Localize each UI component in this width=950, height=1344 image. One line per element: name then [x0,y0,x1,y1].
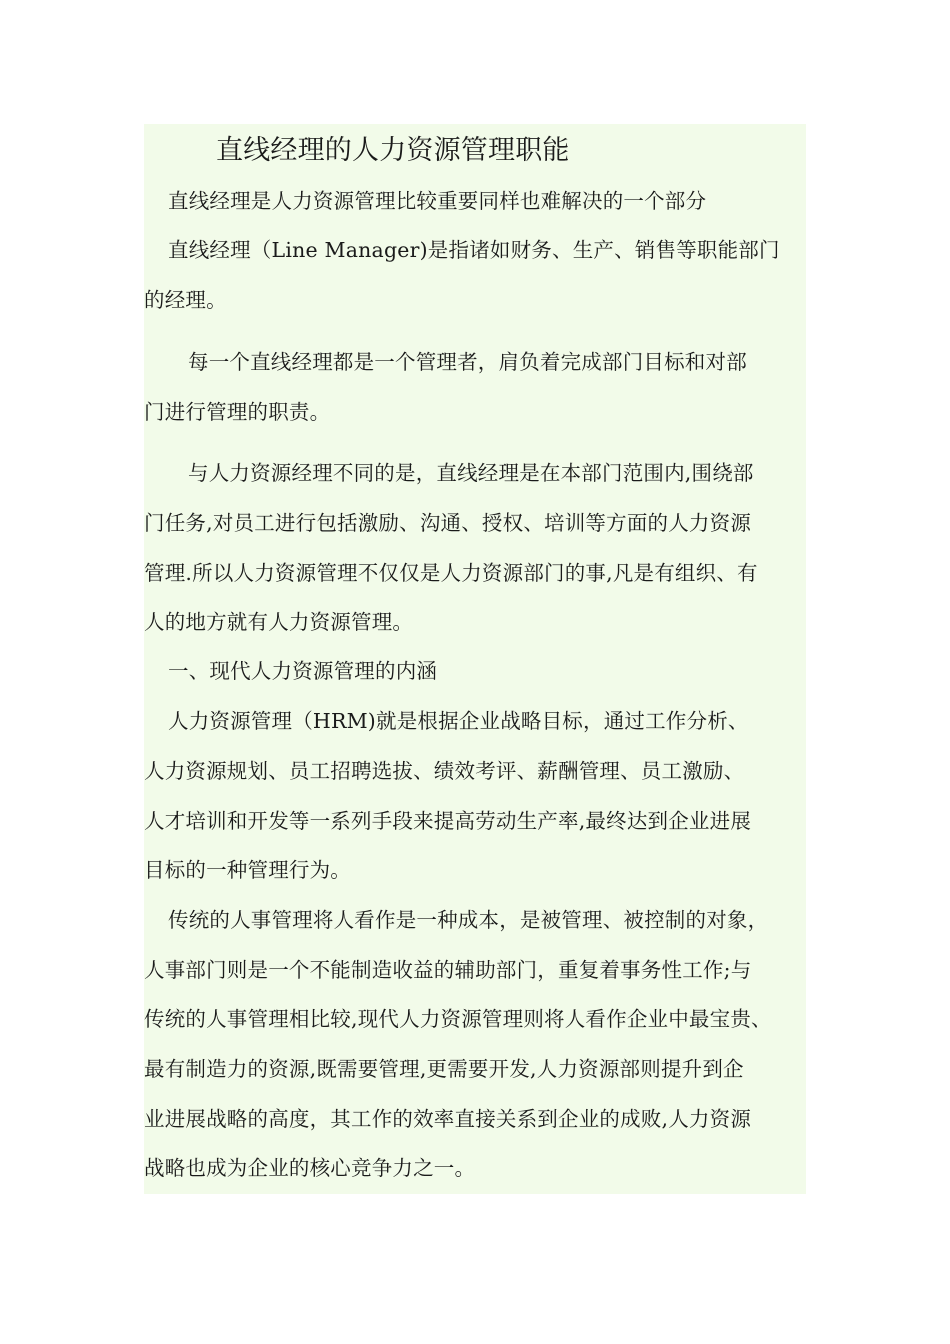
paragraph-line: 的经理。 [144,288,227,312]
section-heading: 一、现代人力资源管理的内涵 [168,659,438,683]
paragraph-line: 传统的人事管理相比较,现代人力资源管理则将人看作企业中最宝贵、 [144,995,778,1043]
paragraph-line: 每一个直线经理都是一个管理者，肩负着完成部门目标和对部 [188,350,747,374]
paragraph-line: 最有制造力的资源,既需要管理,更需要开发,人力资源部则提升到企 [144,1057,744,1081]
paragraph-line: 门任务,对员工进行包括激励、沟通、授权、培训等方面的人力资源 [144,511,752,535]
paragraph-line: 与人力资源经理不同的是，直线经理是在本部门范围内,围绕部 [188,461,754,485]
paragraph-line: 业进展战略的高度，其工作的效率直接关系到企业的成败,人力资源 [144,1107,752,1131]
paragraph-line: 直线经理（Line Manager)是指诸如财务、生产、销售等职能部门 [168,238,780,262]
paragraph-line: 管理.所以人力资源管理不仅仅是人力资源部门的事,凡是有组织、有 [144,561,758,585]
paragraph-line: 门进行管理的职责。 [144,400,331,424]
paragraph-line: 人的地方就有人力资源管理。 [144,610,414,634]
paragraph-line: 战略也成为企业的核心竞争力之一。 [144,1156,476,1180]
paragraph-line: 传统的人事管理将人看作是一种成本，是被管理、被控制的对象， [168,896,774,944]
document-title: 直线经理的人力资源管理职能 [216,135,570,166]
paragraph-line: 人力资源管理（HRM)就是根据企业战略目标，通过工作分析、 [168,709,749,733]
paragraph-line: 人事部门则是一个不能制造收益的辅助部门，重复着事务性工作;与 [144,958,752,982]
paragraph-line: 目标的一种管理行为。 [144,858,351,882]
paragraph-line: 人力资源规划、员工招聘选拔、绩效考评、薪酬管理、员工激励、 [144,759,745,783]
paragraph-line: 人才培训和开发等一系列手段来提高劳动生产率,最终达到企业进展 [144,809,752,833]
paragraph-line: 直线经理是人力资源管理比较重要同样也难解决的一个部分 [168,189,707,213]
